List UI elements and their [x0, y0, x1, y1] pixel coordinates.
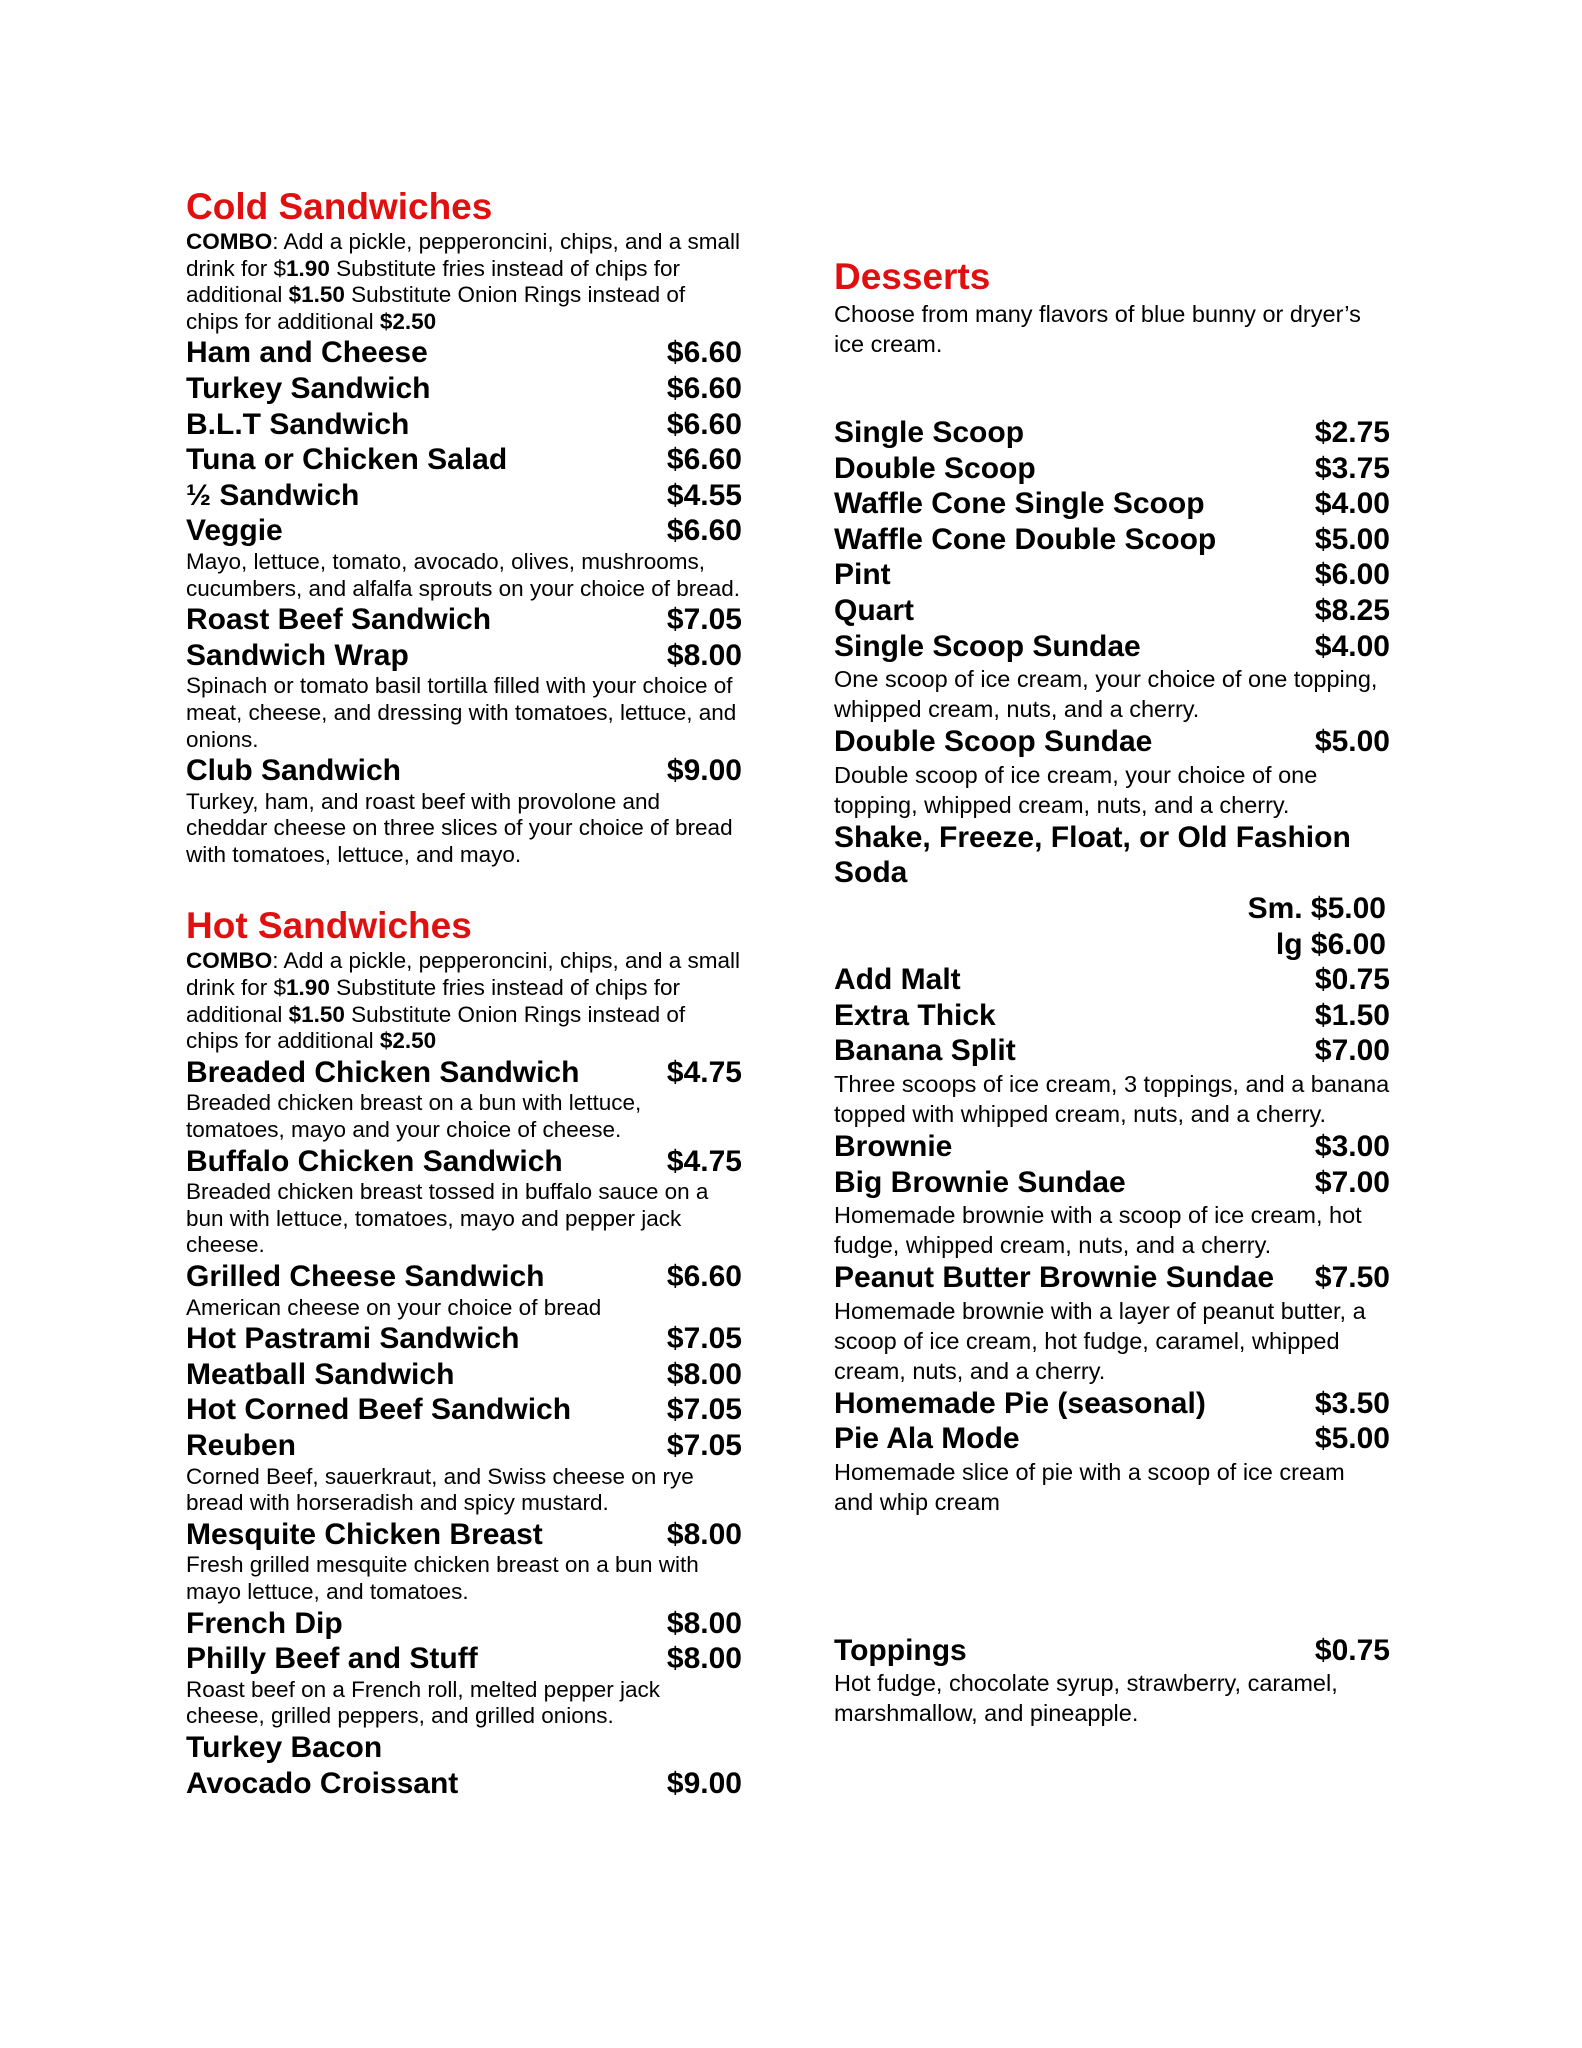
- menu-item: [834, 451, 1390, 487]
- desserts-intro: Choose from many flavors of blue bunny or dryer’s ice cream.: [834, 301, 1361, 357]
- combo-text: Substitute fries instead of chips for additional: [186, 975, 681, 1027]
- item-price: $7.05: [666, 1428, 742, 1462]
- item-name: Grilled Cheese Sandwich: [186, 1260, 545, 1293]
- menu-item: [186, 407, 742, 443]
- item-price: $5.00: [1314, 1422, 1390, 1456]
- item-name: Ham and Cheese: [186, 336, 428, 370]
- menu-item: [186, 371, 742, 407]
- item-price: $8.00: [666, 1357, 742, 1391]
- item-price: $1.50: [1314, 998, 1390, 1032]
- item-description: Fresh grilled mesquite chicken breast on a bun with mayo lettuce, and tomatoes.: [186, 1552, 699, 1604]
- menu-item: [834, 593, 1390, 629]
- item-price: $7.00: [1314, 1034, 1390, 1068]
- item-name: Peanut Butter Brownie Sundae: [834, 1261, 1275, 1295]
- combo-price: 1.90: [286, 975, 330, 1001]
- menu-item: [186, 478, 742, 514]
- item-name: Big Brownie Sundae: [834, 1165, 1126, 1199]
- menu-item: [186, 1321, 742, 1357]
- item-description: Homemade brownie with a layer of peanut butter, a scoop of ice cream, hot fudge, caramel, whipped cream, nuts, and a cherry.: [834, 1297, 1366, 1384]
- item-price: $9.00: [666, 754, 742, 788]
- item-description: Breaded chicken breast on a bun with lettuce, tomatoes, mayo and your choice of cheese.: [186, 1090, 642, 1143]
- combo-price: $2.50: [379, 308, 437, 334]
- menu-item: [834, 1386, 1390, 1422]
- item-price: $0.75: [1314, 1633, 1390, 1667]
- menu-item: [834, 1421, 1390, 1457]
- item-name: Double Scoop: [834, 451, 1036, 485]
- cold-sandwiches-heading: Cold Sandwiches: [186, 186, 493, 227]
- item-price: $0.75: [1314, 963, 1390, 997]
- cold-sandwich-list: [186, 335, 742, 868]
- item-name: Pie Ala Mode: [834, 1422, 1020, 1456]
- item-price: $7.05: [666, 603, 742, 637]
- item-name: French Dip: [186, 1606, 343, 1640]
- menu-item: [186, 513, 742, 549]
- item-price: $7.00: [1314, 1165, 1390, 1199]
- combo-price: $2.50: [379, 1028, 437, 1054]
- item-name: Waffle Cone Double Scoop: [834, 522, 1217, 556]
- item-price: $4.75: [666, 1055, 742, 1089]
- item-name: B.L.T Sandwich: [186, 407, 410, 441]
- cold-combo-note: [186, 229, 742, 335]
- item-price: $6.60: [666, 407, 742, 441]
- combo-text: Substitute Onion Rings instead of chips for additional: [186, 1001, 686, 1054]
- item-name: Roast Beef Sandwich: [186, 603, 492, 637]
- toppings-item: [834, 1633, 1390, 1669]
- item-name: Toppings: [834, 1633, 967, 1667]
- item-price: $3.00: [1314, 1129, 1390, 1163]
- item-name: Double Scoop Sundae: [834, 725, 1153, 759]
- item-price: $7.50: [1314, 1261, 1390, 1295]
- item-description: Corned Beef, sauerkraut, and Swiss cheese on rye bread with horseradish and spicy mustard.: [186, 1463, 694, 1516]
- item-name: Hot Corned Beef Sandwich: [186, 1393, 572, 1427]
- item-description: Breaded chicken breast tossed in buffalo sauce on a bun with lettuce, tomatoes, mayo and pepper jack cheese.: [186, 1179, 709, 1258]
- menu-item: [186, 1606, 742, 1642]
- item-price: $6.60: [666, 371, 742, 405]
- item-price: $6.60: [666, 443, 742, 477]
- item-price: $3.75: [1314, 451, 1390, 485]
- item-price: $5.00: [1314, 725, 1390, 759]
- item-price: $4.75: [666, 1144, 742, 1178]
- shake-large-price: lg $6.00: [1275, 927, 1386, 961]
- item-price: $9.00: [666, 1766, 742, 1800]
- item-price: $7.05: [666, 1322, 742, 1356]
- item-description: Roast beef on a French roll, melted pepper jack cheese, grilled peppers, and grilled onions.: [186, 1676, 661, 1729]
- item-name: Pint: [834, 558, 891, 592]
- hot-combo-note: [186, 948, 742, 1054]
- menu-item: [834, 1165, 1390, 1201]
- shake-small-price: Sm. $5.00: [1247, 891, 1386, 925]
- menu-item: [834, 629, 1390, 665]
- item-name: Tuna or Chicken Salad: [186, 443, 508, 477]
- item-description: Three scoops of ice cream, 3 toppings, and a banana topped with whipped cream, nuts, and a cherry.: [834, 1070, 1390, 1127]
- item-name: Sandwich Wrap: [186, 638, 409, 672]
- item-description: Homemade brownie with a scoop of ice cream, hot fudge, whipped cream, nuts, and a cherry.: [834, 1202, 1362, 1259]
- toppings-desc: Hot fudge, chocolate syrup, strawberry, caramel, marshmallow, and pineapple.: [834, 1670, 1338, 1727]
- menu-item: [834, 962, 1390, 998]
- menu-item: [186, 1766, 742, 1802]
- item-name: ½ Sandwich: [186, 478, 360, 512]
- dessert-list: [834, 415, 1390, 820]
- item-name: Turkey Sandwich: [186, 371, 431, 405]
- item-name: Reuben: [186, 1428, 297, 1462]
- item-price: $3.50: [1314, 1386, 1390, 1420]
- menu-item: [186, 442, 742, 478]
- menu-item: [186, 1730, 742, 1766]
- menu-item: [186, 638, 742, 674]
- item-name: Club Sandwich: [186, 754, 402, 788]
- item-name: Hot Pastrami Sandwich: [186, 1322, 520, 1356]
- item-name: Philly Beef and Stuff: [186, 1642, 478, 1676]
- menu-item: [834, 522, 1390, 558]
- menu-item: [186, 1259, 742, 1295]
- item-price: $6.60: [666, 336, 742, 370]
- menu-item: [186, 1357, 742, 1393]
- item-name: Homemade Pie (seasonal): [834, 1386, 1206, 1420]
- left-column: [186, 185, 742, 1801]
- menu-item: [186, 602, 742, 638]
- combo-text: : Add a pickle, pepperoncini, chips, and a small drink for $: [186, 229, 741, 281]
- item-name: Waffle Cone Single Scoop: [834, 487, 1205, 521]
- item-price: $6.60: [666, 514, 742, 548]
- item-price: $4.00: [1314, 487, 1390, 521]
- menu-item: [834, 724, 1390, 760]
- combo-label: COMBO: [186, 948, 273, 974]
- item-name: Single Scoop: [834, 416, 1025, 449]
- menu-item: [834, 486, 1390, 522]
- combo-price: $1.50: [288, 1001, 345, 1027]
- item-name: Quart: [834, 593, 915, 627]
- item-price: $5.00: [1314, 522, 1390, 556]
- item-price: $8.00: [666, 1517, 742, 1551]
- item-name: Single Scoop Sundae: [834, 629, 1141, 663]
- item-price: $4.55: [666, 478, 742, 512]
- item-price: $2.75: [1314, 416, 1390, 449]
- item-name: Breaded Chicken Sandwich: [186, 1055, 580, 1089]
- item-name: Veggie: [186, 514, 283, 548]
- item-price: $4.00: [1314, 629, 1390, 663]
- item-name: Buffalo Chicken Sandwich: [186, 1144, 563, 1178]
- combo-text: Substitute Onion Rings instead of chips for additional: [186, 282, 686, 334]
- item-description: Homemade slice of pie with a scoop of ice cream and whip cream: [834, 1458, 1345, 1515]
- dessert-list-2: [834, 962, 1390, 1517]
- item-description: Spinach or tomato basil tortilla filled with your choice of meat, cheese, and dressing with tomatoes, lettuce, and onions.: [186, 673, 737, 752]
- menu-item: [834, 1033, 1390, 1069]
- combo-text: : Add a pickle, pepperoncini, chips, and a small drink for $: [186, 948, 741, 1001]
- item-name: Banana Split: [834, 1034, 1016, 1068]
- menu-item: [186, 1055, 742, 1091]
- shake-item: [834, 820, 1390, 891]
- item-price: $8.00: [666, 638, 742, 672]
- combo-text: Substitute fries instead of chips for additional: [186, 255, 681, 308]
- menu-item: [834, 998, 1390, 1034]
- menu-item: [186, 1517, 742, 1553]
- menu-item: [834, 1260, 1390, 1296]
- item-price: $6.60: [666, 1260, 742, 1293]
- item-name: Extra Thick: [834, 998, 996, 1032]
- menu-item: [186, 1392, 742, 1428]
- item-name: Mesquite Chicken Breast: [186, 1517, 543, 1551]
- item-price: $8.00: [666, 1606, 742, 1640]
- item-description: Double scoop of ice cream, your choice of one topping, whipped cream, nuts, and a cherry.: [834, 761, 1318, 818]
- item-name: Brownie: [834, 1129, 953, 1163]
- combo-price: $1.50: [288, 282, 345, 308]
- menu-item: [186, 1641, 742, 1677]
- menu-item: [186, 1428, 742, 1464]
- item-name: Add Malt: [834, 963, 961, 997]
- item-name: Shake, Freeze, Float, or Old Fashion Soda: [834, 820, 1351, 890]
- menu-item: [186, 1144, 742, 1180]
- menu-item: [186, 753, 742, 789]
- hot-sandwich-list: [186, 1055, 742, 1801]
- item-name: Meatball Sandwich: [186, 1357, 455, 1391]
- right-column: [834, 255, 1390, 1728]
- item-description: American cheese on your choice of bread: [186, 1294, 602, 1320]
- item-price: $7.05: [666, 1393, 742, 1427]
- desserts-heading: Desserts: [834, 256, 991, 297]
- item-description: Turkey, ham, and roast beef with provolone and cheddar cheese on three slices of your choice of bread with tomatoes, lettuce, and mayo.: [186, 788, 733, 867]
- combo-price: 1.90: [286, 255, 330, 281]
- item-description: One scoop of ice cream, your choice of one topping, whipped cream, nuts, and a cherry.: [834, 666, 1378, 723]
- menu-item: [186, 335, 742, 371]
- hot-sandwiches-heading: Hot Sandwiches: [186, 905, 472, 947]
- item-name: Avocado Croissant: [186, 1766, 459, 1800]
- menu-item: [834, 557, 1390, 593]
- item-price: $8.00: [666, 1642, 742, 1676]
- combo-label: COMBO: [186, 229, 273, 254]
- menu-item: [834, 415, 1390, 451]
- item-price: $8.25: [1314, 593, 1390, 627]
- item-name: Turkey Bacon: [186, 1730, 383, 1764]
- item-description: Mayo, lettuce, tomato, avocado, olives, mushrooms, cucumbers, and alfalfa sprouts on your choice of bread.: [186, 548, 741, 601]
- item-price: $6.00: [1314, 558, 1390, 592]
- menu-item: [834, 1129, 1390, 1165]
